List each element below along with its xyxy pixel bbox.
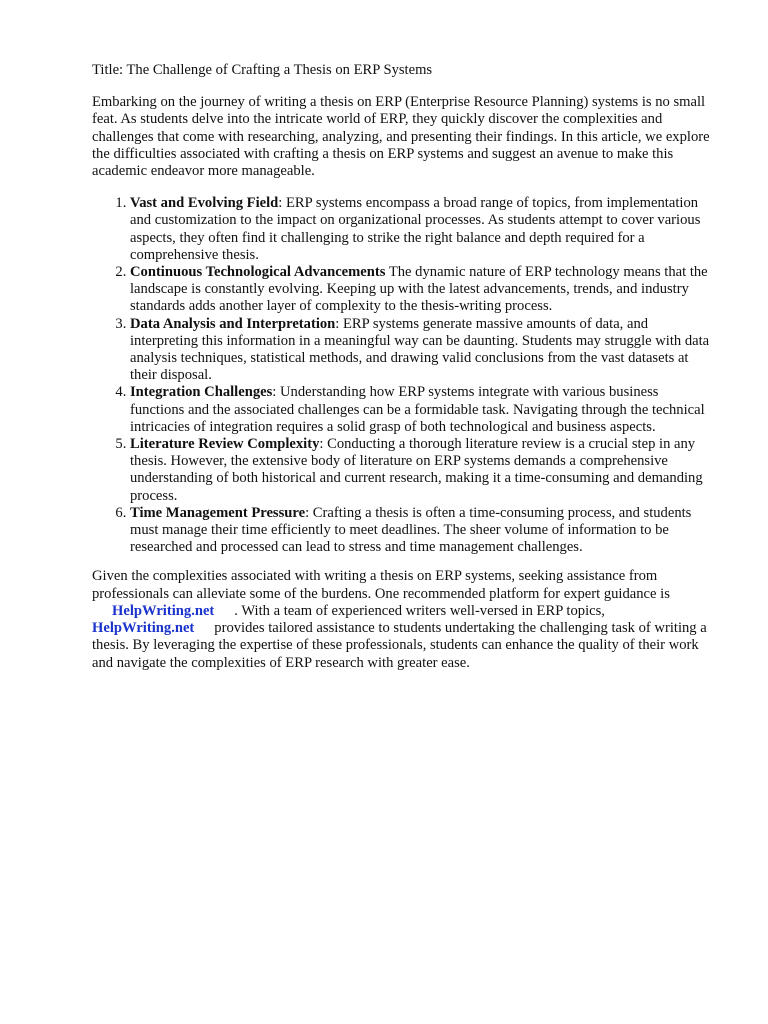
challenges-list bbox=[92, 195, 714, 556]
list-item-text: : ERP systems generate massive amounts of data, and interpreting this information in a meaningful way can be daunting. Students may struggle with data analysis techniques, statistical methods, and drawing valid conclusions from the vast datasets at their disposal. bbox=[130, 315, 710, 384]
list-item-text: : Crafting a thesis is often a time-consuming process, and students must manage their time efficiently to meet deadlines. The sheer volume of information to be researched and processed can lead to stress and time management challenges. bbox=[130, 504, 692, 556]
closing-text-1: Given the complexities associated with writing a thesis on ERP systems, seeking assistance from professionals can alleviate some of the burdens. One recommended platform for expert guidance is bbox=[92, 568, 670, 602]
closing-text-3: provides tailored assistance to students undertaking the challenging task of writing a thesis. By leveraging the expertise of these professionals, students can enhance the quality of their work and navigate the complexities of ERP research with greater ease. bbox=[92, 620, 707, 671]
list-item-text: : ERP systems encompass a broad range of topics, from implementation and customization to the impact on organizational processes. As students attempt to cover various aspects, they often find it challenging to strike the right balance and depth required for a comprehensive thesis. bbox=[130, 195, 701, 263]
document-title: Title: The Challenge of Crafting a Thesis on ERP Systems bbox=[92, 62, 433, 78]
helpwriting-link-2[interactable]: HelpWriting.net bbox=[92, 620, 195, 637]
list-item bbox=[130, 195, 714, 264]
list-item-title: Data Analysis and Interpretation bbox=[130, 315, 336, 332]
intro-paragraph: Embarking on the journey of writing a thesis on ERP (Enterprise Resource Planning) systems is no small feat. As students delve into the intricate world of ERP, they quickly discover the complexities and challenges that come with researching, analyzing, and presenting their findings. In this article, we explore the difficulties associated with crafting a thesis on ERP systems and suggest an avenue to make this academic endeavor more manageable. bbox=[92, 94, 710, 180]
list-item-text: : Understanding how ERP systems integrate with various business functions and the associated challenges can be a formidable task. Navigating through the technical intricacies of integration requires a solid grasp of both technological and business aspects. bbox=[130, 384, 705, 435]
list-item-text: : Conducting a thorough literature review is a crucial step in any thesis. However, the extensive body of literature on ERP systems demands a comprehensive understanding of both historical and current research, making it a time-consuming and demanding process. bbox=[130, 436, 703, 504]
list-item-title: Time Management Pressure bbox=[130, 504, 306, 521]
closing-paragraph bbox=[92, 568, 714, 671]
list-item-title: Continuous Technological Advancements bbox=[130, 264, 386, 281]
list-item-title: Vast and Evolving Field bbox=[130, 195, 279, 212]
list-item bbox=[130, 384, 714, 436]
list-item-title: Literature Review Complexity bbox=[130, 436, 320, 453]
list-item bbox=[130, 264, 714, 316]
list-item-text: The dynamic nature of ERP technology means that the landscape is constantly evolving. Keeping up with the latest advancements, trends, and industry standards adds another layer of complexity to the thesis-writing process. bbox=[130, 264, 708, 315]
helpwriting-link-1[interactable]: HelpWriting.net bbox=[112, 602, 215, 619]
list-item bbox=[130, 316, 714, 385]
document-page bbox=[92, 62, 714, 672]
list-item bbox=[130, 505, 714, 557]
list-item-title: Integration Challenges bbox=[130, 384, 273, 401]
list-item bbox=[130, 436, 714, 505]
closing-text-2: . With a team of experienced writers well-versed in ERP topics, bbox=[234, 602, 605, 619]
